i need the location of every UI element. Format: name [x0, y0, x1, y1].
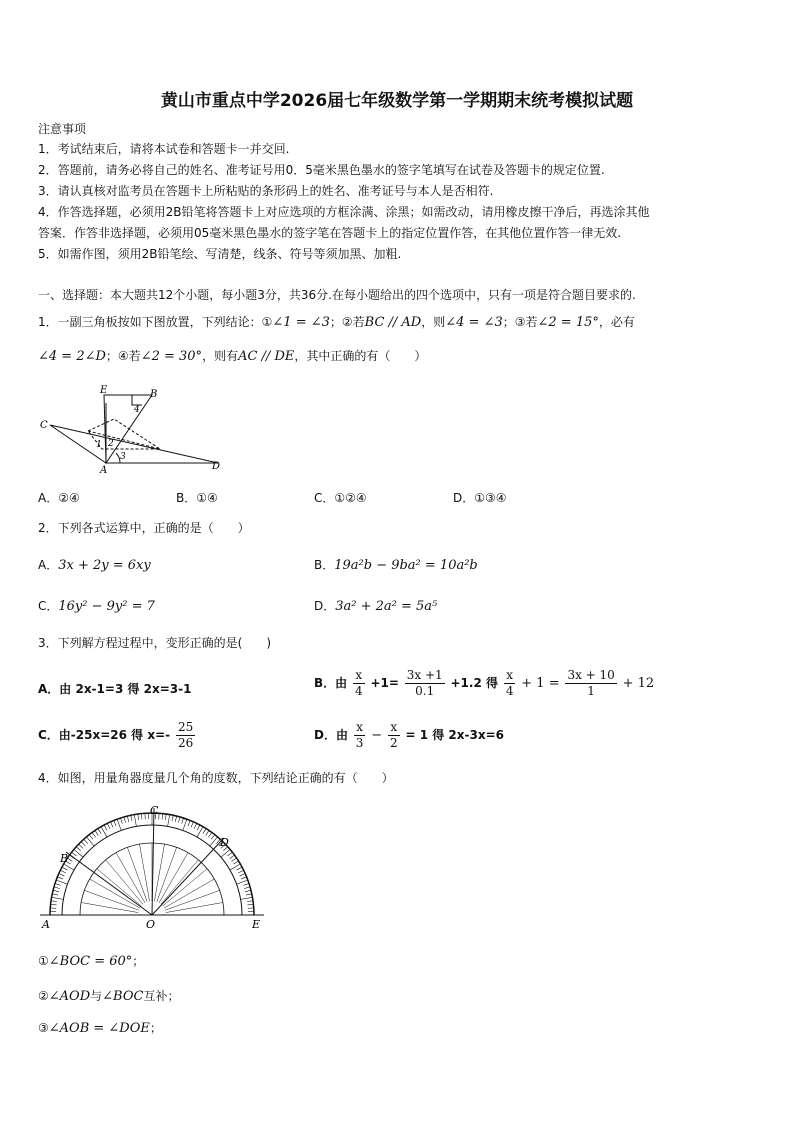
q4-statement-2: ②∠AOD与∠BOC互补；: [38, 989, 180, 1004]
q3-option-c[interactable]: C．由-25x=26 得 x=- $\frac{25}{26}$: [38, 720, 194, 750]
q2-option-c[interactable]: C．16y² − 9y² = 7: [38, 599, 155, 614]
q1-option-a[interactable]: A．②④: [38, 491, 80, 505]
q2-option-b[interactable]: B．19a²b − 9ba² = 10a²b: [314, 558, 478, 573]
q3-option-b[interactable]: B．由 $\frac{x}{4}$ +1= $\frac{3x +1}{0.1}$ +1.2 得 $\frac{x}{4}$ + 1 = $\frac{3x + 10}{1}$ + 12: [314, 668, 655, 698]
q4-protractor-figure: [36, 800, 268, 932]
q3-stem: 3．下列解方程过程中，变形正确的是( ): [38, 636, 271, 650]
notice-item: 5．如需作图，须用2B铅笔绘、写清楚，线条、符号等须加黑、加粗.: [38, 247, 402, 261]
q3-option-a[interactable]: A．由 2x-1=3 得 2x=3-1: [38, 682, 192, 696]
q1-option-b[interactable]: B．①④: [176, 491, 218, 505]
svg-text:D: D: [220, 836, 229, 849]
svg-text:A: A: [42, 918, 50, 931]
notice-item: 3．请认真核对监考员在答题卡上所粘贴的条形码上的姓名、准考证号与本人是否相符.: [38, 184, 494, 198]
svg-text:E: E: [252, 918, 261, 931]
q1-stem-line2: ∠4 = 2∠D；④若∠2 = 30°，则有AC // DE，其中正确的有（ ）: [38, 349, 427, 364]
q2-stem: 2．下列各式运算中，正确的是（ ）: [38, 521, 250, 535]
page-title: 黄山市重点中学2026届七年级数学第一学期期末统考模拟试题: [160, 91, 634, 111]
notice-item: 1．考试结束后，请将本试卷和答题卡一并交回.: [38, 142, 290, 156]
q1-stem-line1: 1．一副三角板按如下图放置，下列结论：①∠1 = ∠3；②若BC // AD，则∠4 = ∠3；③若∠2 = 15°，必有: [38, 315, 635, 330]
svg-text:B: B: [60, 852, 69, 865]
notice-item: 答案．作答非选择题，必须用05毫米黑色墨水的签字笔在答题卡上的指定位置作答，在其他位置作答一律无效.: [38, 226, 622, 240]
notice-item: 2．答题前，请务必将自己的姓名、准考证号用0．5毫米黑色墨水的签字笔填写在试卷及答题卡的规定位置.: [38, 163, 605, 177]
svg-text:2: 2: [108, 439, 114, 449]
svg-text:E: E: [100, 385, 108, 396]
svg-text:A: A: [100, 465, 108, 475]
q2-option-d[interactable]: D．3a² + 2a² = 5a⁵: [314, 599, 438, 614]
svg-text:1: 1: [96, 440, 102, 450]
q4-stem: 4．如图，用量角器度量几个角的度数，下列结论正确的有（ ）: [38, 771, 394, 785]
svg-text:3: 3: [120, 452, 126, 462]
q1-option-c[interactable]: C．①②④: [314, 491, 367, 505]
svg-text:4: 4: [134, 405, 140, 415]
svg-text:C: C: [40, 420, 48, 431]
section-heading: 一、选择题：本大题共12个小题，每小题3分，共36分.在每小题给出的四个选项中，只有一项是符合题目要求的.: [38, 288, 636, 302]
q3-option-d[interactable]: D．由 $\frac{x}{3}$ − $\frac{x}{2}$ = 1 得 2x-3x=6: [314, 720, 504, 750]
q4-statement-1: ①∠BOC = 60°；: [38, 954, 145, 969]
svg-text:O: O: [146, 918, 156, 931]
q2-option-a[interactable]: A．3x + 2y = 6xy: [38, 558, 151, 573]
notice-item: 4．作答选择题，必须用2B铅笔将答题卡上对应选项的方框涂满、涂黑；如需改动，请用橡皮擦干净后，再选涂其他: [38, 205, 650, 219]
svg-text:C: C: [150, 804, 159, 817]
q1-option-d[interactable]: D．①③④: [453, 491, 507, 505]
svg-text:D: D: [212, 461, 221, 472]
svg-text:B: B: [150, 389, 158, 400]
q1-triangle-figure: [36, 383, 236, 475]
q4-statement-3: ③∠AOB = ∠DOE；: [38, 1021, 162, 1036]
notice-heading: 注意事项: [38, 122, 87, 136]
